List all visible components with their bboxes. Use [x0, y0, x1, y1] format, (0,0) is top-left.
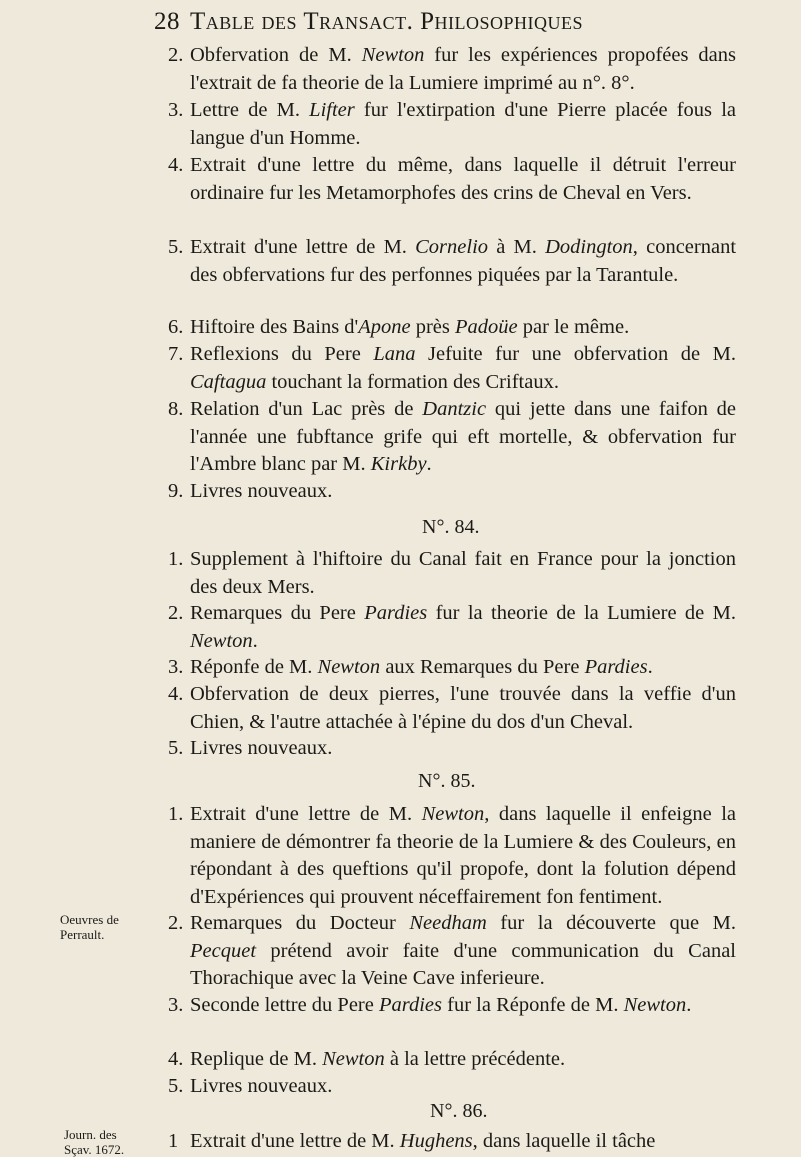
section-heading: N°. 85. [418, 770, 476, 792]
entry [168, 1046, 736, 1074]
entry-text: Obfervation de M. Newton fur les expériences propofées dans l'extrait de fa theorie de la Lumiere imprimé au n°. 8°. [190, 44, 737, 94]
italic-name: Pardies [364, 602, 428, 624]
entry [168, 992, 736, 1020]
entry-text: Obfervation de deux pierres, l'une trouvée dans la veffie d'un Chien, & l'autre attachée à l'épine du dos d'un Cheval. [190, 683, 736, 733]
entry-text: Relation d'un Lac près de Dantzic qui jette dans une faifon de l'année une fubftance grife qui eft mortelle, & obfervation fur l'Ambre blanc par M. Kirkby. [190, 398, 737, 475]
page-number: 28 [154, 8, 180, 35]
entry-number: 2. [168, 912, 184, 934]
italic-name: Caftagua [190, 370, 267, 393]
italic-name: Needham [409, 912, 487, 934]
entry [168, 600, 736, 655]
italic-name: Pardies [378, 994, 442, 1016]
margin-note [64, 1127, 124, 1157]
entry [168, 152, 736, 207]
entry-text: Supplement à l'hiftoire du Canal fait en France pour la jonction des deux Mers. [190, 548, 736, 598]
section-heading: N°. 84. [422, 516, 480, 538]
italic-name: Dantzic [422, 398, 487, 420]
margin-note-line: Sçav. 1672. [64, 1142, 125, 1157]
entry-number: 5. [168, 236, 184, 258]
entry [168, 234, 736, 289]
entry-number: 2. [168, 44, 184, 66]
entry-text: Replique de M. Newton à la lettre précédente. [190, 1048, 566, 1070]
entry-text: Lettre de M. Lifter fur l'extirpation d'une Pierre placée fous la langue d'un Homme. [190, 99, 737, 149]
entry [168, 801, 736, 911]
entry-number: 2. [168, 602, 184, 624]
italic-name: Dodington [545, 236, 633, 258]
entry [168, 42, 736, 97]
entry-number: 5. [168, 737, 184, 759]
italic-name: Padoüe [455, 316, 518, 338]
italic-name: Newton [623, 994, 687, 1016]
italic-name: Newton [322, 1048, 385, 1070]
entry-text: Extrait d'une lettre de M. Cornelio à M. Dodington, concernant des obfervations fur des perfonnes piquées par la Tarantule. [190, 236, 737, 286]
entry-text: Extrait d'une lettre de M. Newton, dans laquelle il enfeigne la maniere de démontrer fa theorie de la Lumiere & des Couleurs, en répondant à des queftions qu'il propofe, dont la folution dépend d'Expériences qui prouvent néceffairement fon fentiment. [190, 803, 737, 908]
margin-note-line: Perrault. [60, 927, 105, 942]
entry-number: 3. [168, 656, 184, 678]
entry [168, 681, 736, 736]
entry-text: Remarques du Docteur Needham fur la découverte que M. Pecquet prétend avoir faite d'une communication du Canal Thorachique avec la Veine Cave inferieure. [190, 912, 736, 989]
entry [168, 910, 736, 993]
entry-number: 1. [168, 803, 184, 825]
italic-name: Newton [190, 629, 253, 652]
italic-name: Lifter [309, 99, 355, 121]
margin-note [60, 912, 119, 942]
italic-name: Kirkby [370, 453, 427, 475]
entry-text: Livres nouveaux. [190, 737, 333, 759]
entry-number: 1. [168, 548, 184, 570]
page-title: Table des Transact. Philosophiques [190, 8, 584, 35]
entry [168, 396, 736, 479]
entry [168, 735, 736, 763]
italic-name: Newton [361, 44, 425, 66]
entry-text: Seconde lettre du Pere Pardies fur la Réponfe de M. Newton. [190, 994, 692, 1016]
entry-number: 3. [168, 99, 184, 121]
entry [168, 1128, 736, 1156]
entry [168, 478, 736, 506]
entry-number: 7. [168, 343, 184, 365]
entry-number: 1 [168, 1130, 179, 1152]
italic-name: Lana [373, 343, 416, 365]
entry-text: Hiftoire des Bains d'Apone près Padoüe par le même. [190, 316, 630, 338]
entry [168, 341, 736, 396]
italic-name: Cornelio [415, 236, 489, 258]
entry-number: 4. [168, 154, 184, 176]
margin-note-line: Oeuvres de [60, 912, 119, 927]
entry-text: Extrait d'une lettre de M. Hughens, dans laquelle il tâche [190, 1130, 656, 1152]
entry-number: 8. [168, 398, 184, 420]
entry-text: Reflexions du Pere Lana Jefuite fur une obfervation de M. Caftagua touchant la formation des Criftaux. [190, 343, 736, 393]
entry-text: Remarques du Pere Pardies fur la theorie de la Lumiere de M. Newton. [190, 602, 736, 652]
section-heading: N°. 86. [430, 1100, 488, 1122]
italic-name: Hughens [399, 1130, 473, 1152]
italic-name: Newton [317, 656, 381, 678]
italic-name: Pecquet [190, 939, 257, 962]
entry-number: 4. [168, 683, 184, 705]
entry-text: Extrait d'une lettre du même, dans laquelle il détruit l'erreur ordinaire fur les Metamorphofes des crins de Cheval en Vers. [190, 154, 736, 204]
entry-text: Livres nouveaux. [190, 480, 333, 502]
entry-number: 4. [168, 1048, 184, 1070]
italic-name: Pardies [584, 656, 648, 678]
entry-text: Réponfe de M. Newton aux Remarques du Pere Pardies. [190, 656, 653, 678]
entry [168, 1073, 736, 1101]
entry [168, 97, 736, 152]
entry-number: 5. [168, 1075, 184, 1097]
italic-name: Apone [358, 316, 411, 338]
entry [168, 654, 736, 682]
entry-text: Livres nouveaux. [190, 1075, 333, 1097]
entry [168, 546, 736, 601]
entry-number: 9. [168, 480, 184, 502]
entry-number: 3. [168, 994, 184, 1016]
margin-note-line: Journ. des [64, 1127, 117, 1142]
running-header [154, 8, 583, 36]
entry-number: 6. [168, 316, 184, 338]
italic-name: Newton [421, 803, 485, 825]
entry [168, 314, 736, 342]
